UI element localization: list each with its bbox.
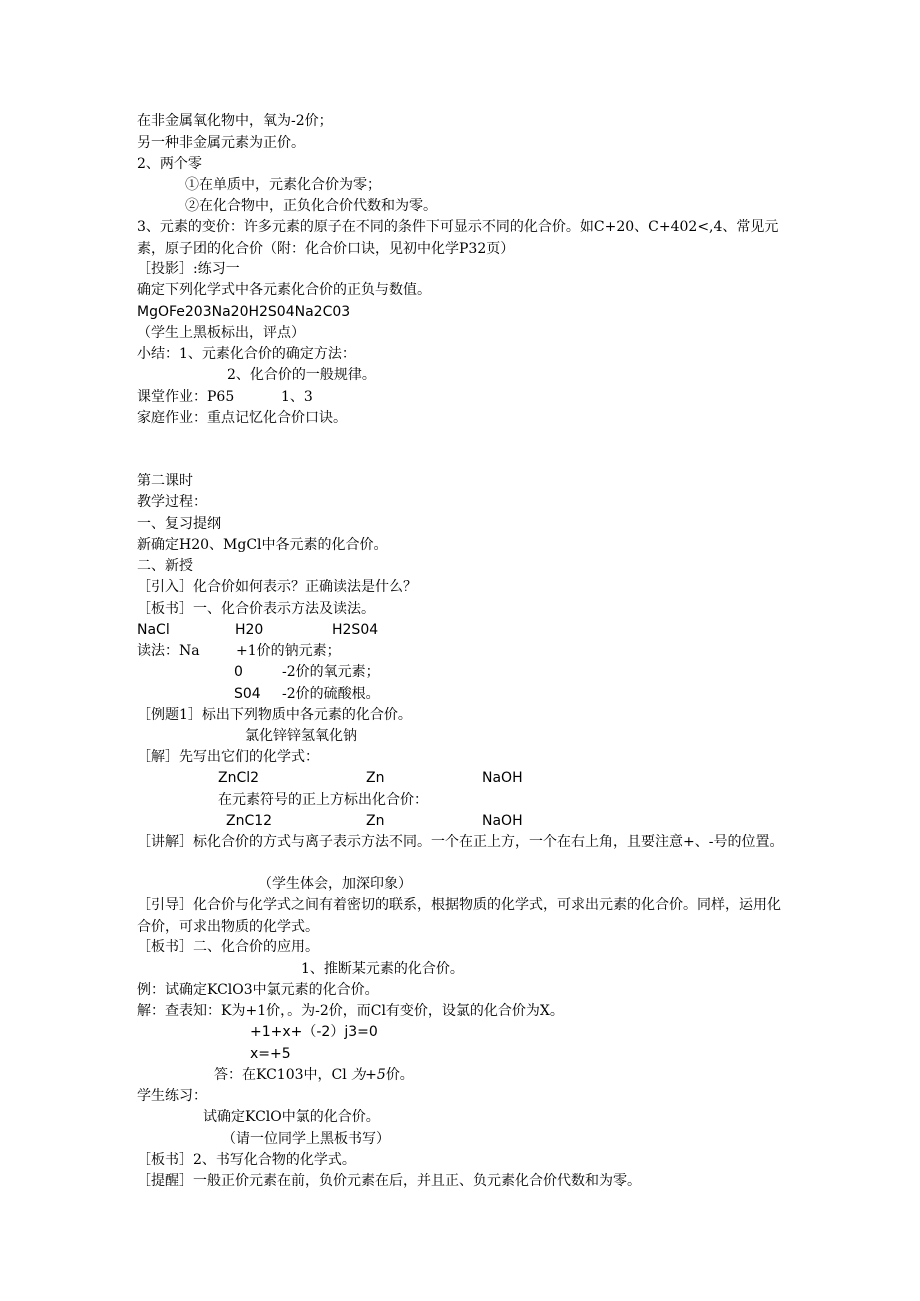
text-line: 在元素符号的正上方标出化合价： bbox=[218, 792, 428, 808]
text-line: ①在单质中，元素化合价为零； bbox=[185, 177, 381, 193]
answer-suffix: 价。 bbox=[385, 1067, 414, 1083]
reading-value: +1价的钠元素； bbox=[236, 643, 341, 659]
text-line: 学生练习： bbox=[137, 1088, 207, 1104]
text-line: 确定下列化学式中各元素化合价的正负与数值。 bbox=[137, 282, 431, 298]
text-line: 1、3 bbox=[281, 389, 313, 405]
reading-value: -2价的硫酸根。 bbox=[282, 686, 380, 702]
text-line: 试确定KClO中氯的化合价。 bbox=[203, 1109, 380, 1125]
text-line: 1、推断某元素的化合价。 bbox=[301, 961, 464, 977]
text-line: ［投影］:练习一 bbox=[137, 261, 240, 277]
text-paragraph: ［讲解］标化合价的方式与离子表示方法不同。一个在正上方，一个在右上角，且要注意+、-号的位置。 bbox=[137, 834, 784, 850]
text-line: ［解］先写出它们的化学式： bbox=[137, 749, 319, 765]
reading-value: -2价的氧元素； bbox=[282, 664, 380, 680]
text-line: 2、化合价的一般规律。 bbox=[227, 367, 376, 383]
text-line: 小结：1、元素化合价的确定方法： bbox=[137, 346, 356, 362]
formula: H20 bbox=[235, 622, 264, 638]
text-line: 解：查表知：K为+1价，。为-2价，而Cl有变价，设氯的化合价为X。 bbox=[137, 1003, 564, 1019]
reading-label: 读法：Na bbox=[137, 643, 200, 659]
text-line: ［例题1］标出下列物质中各元素的化合价。 bbox=[137, 707, 412, 723]
section-heading: 第二课时 bbox=[137, 473, 193, 489]
text-line: （学生上黑板标出，评点） bbox=[137, 325, 305, 341]
formula: NaCl bbox=[137, 622, 170, 638]
equation-line: x=+5 bbox=[250, 1046, 291, 1062]
text-line: （请一位同学上黑板书写） bbox=[222, 1131, 390, 1147]
text-line: 氯化锌锌氢氧化钠 bbox=[245, 728, 357, 744]
text-line: 一、复习提纲 bbox=[137, 516, 221, 532]
text-line: ［引入］化合价如何表示？正确读法是什么？ bbox=[137, 579, 417, 595]
formula: NaOH bbox=[482, 813, 523, 829]
reading-label: S04 bbox=[234, 686, 261, 702]
formula: H2S04 bbox=[332, 622, 379, 638]
text-paragraph: ［引导］化合价与化学式之间有着密切的联系，根据物质的化学式，可求出元素的化合价。同样，运用化合价，可求出物质的化学式。 bbox=[137, 897, 781, 935]
equation-line: +1+x+（-2）j3=0 bbox=[250, 1024, 378, 1040]
text-line: （学生体会，加深印象） bbox=[258, 876, 412, 892]
text-line: ［板书］2、书写化合物的化学式。 bbox=[137, 1152, 356, 1168]
text-line: ［板书］二、化合价的应用。 bbox=[137, 939, 319, 955]
text-line: 课堂作业：P65 bbox=[137, 389, 235, 405]
answer-text: 答：在KC103中，Cl bbox=[214, 1067, 347, 1083]
formula: ZnCl2 bbox=[218, 770, 260, 786]
answer-value: 为+5 bbox=[351, 1067, 386, 1083]
text-line: ②在化合物中，正负化合价代数和为零。 bbox=[185, 198, 437, 214]
formula: NaOH bbox=[482, 770, 523, 786]
text-line: 例：试确定KClO3中氯元素的化合价。 bbox=[137, 982, 379, 998]
text-line: 在非金属氧化物中，氧为-2价； bbox=[137, 113, 333, 129]
formula-line: MgOFe203Na20H2S04Na2C03 bbox=[137, 304, 351, 320]
text-line: 新确定H20、MgCl中各元素的化合价。 bbox=[137, 537, 388, 553]
text-line: 教学过程： bbox=[137, 494, 207, 510]
text-line: ［提醒］一般正价元素在前，负价元素在后，并且正、负元素化合价代数和为零。 bbox=[137, 1173, 641, 1189]
text-line: 另一种非金属元素为正价。 bbox=[137, 135, 305, 151]
formula: ZnC12 bbox=[226, 813, 273, 829]
answer-line bbox=[214, 1064, 414, 1086]
text-line: 2、两个零 bbox=[137, 156, 202, 172]
text-line: ［板书］一、化合价表示方法及读法。 bbox=[137, 601, 375, 617]
text-line: 家庭作业：重点记忆化合价口诀。 bbox=[137, 410, 347, 426]
reading-label: 0 bbox=[234, 664, 243, 680]
formula: Zn bbox=[366, 813, 385, 829]
formula: Zn bbox=[366, 770, 385, 786]
text-paragraph: 3、元素的变价：许多元素的原子在不同的条件下可显示不同的化合价。如C+20、C+402<,4、常见元素，原子团的化合价（附：化合价口诀，见初中化学P32页） bbox=[137, 219, 779, 257]
text-line: 二、新授 bbox=[137, 558, 193, 574]
